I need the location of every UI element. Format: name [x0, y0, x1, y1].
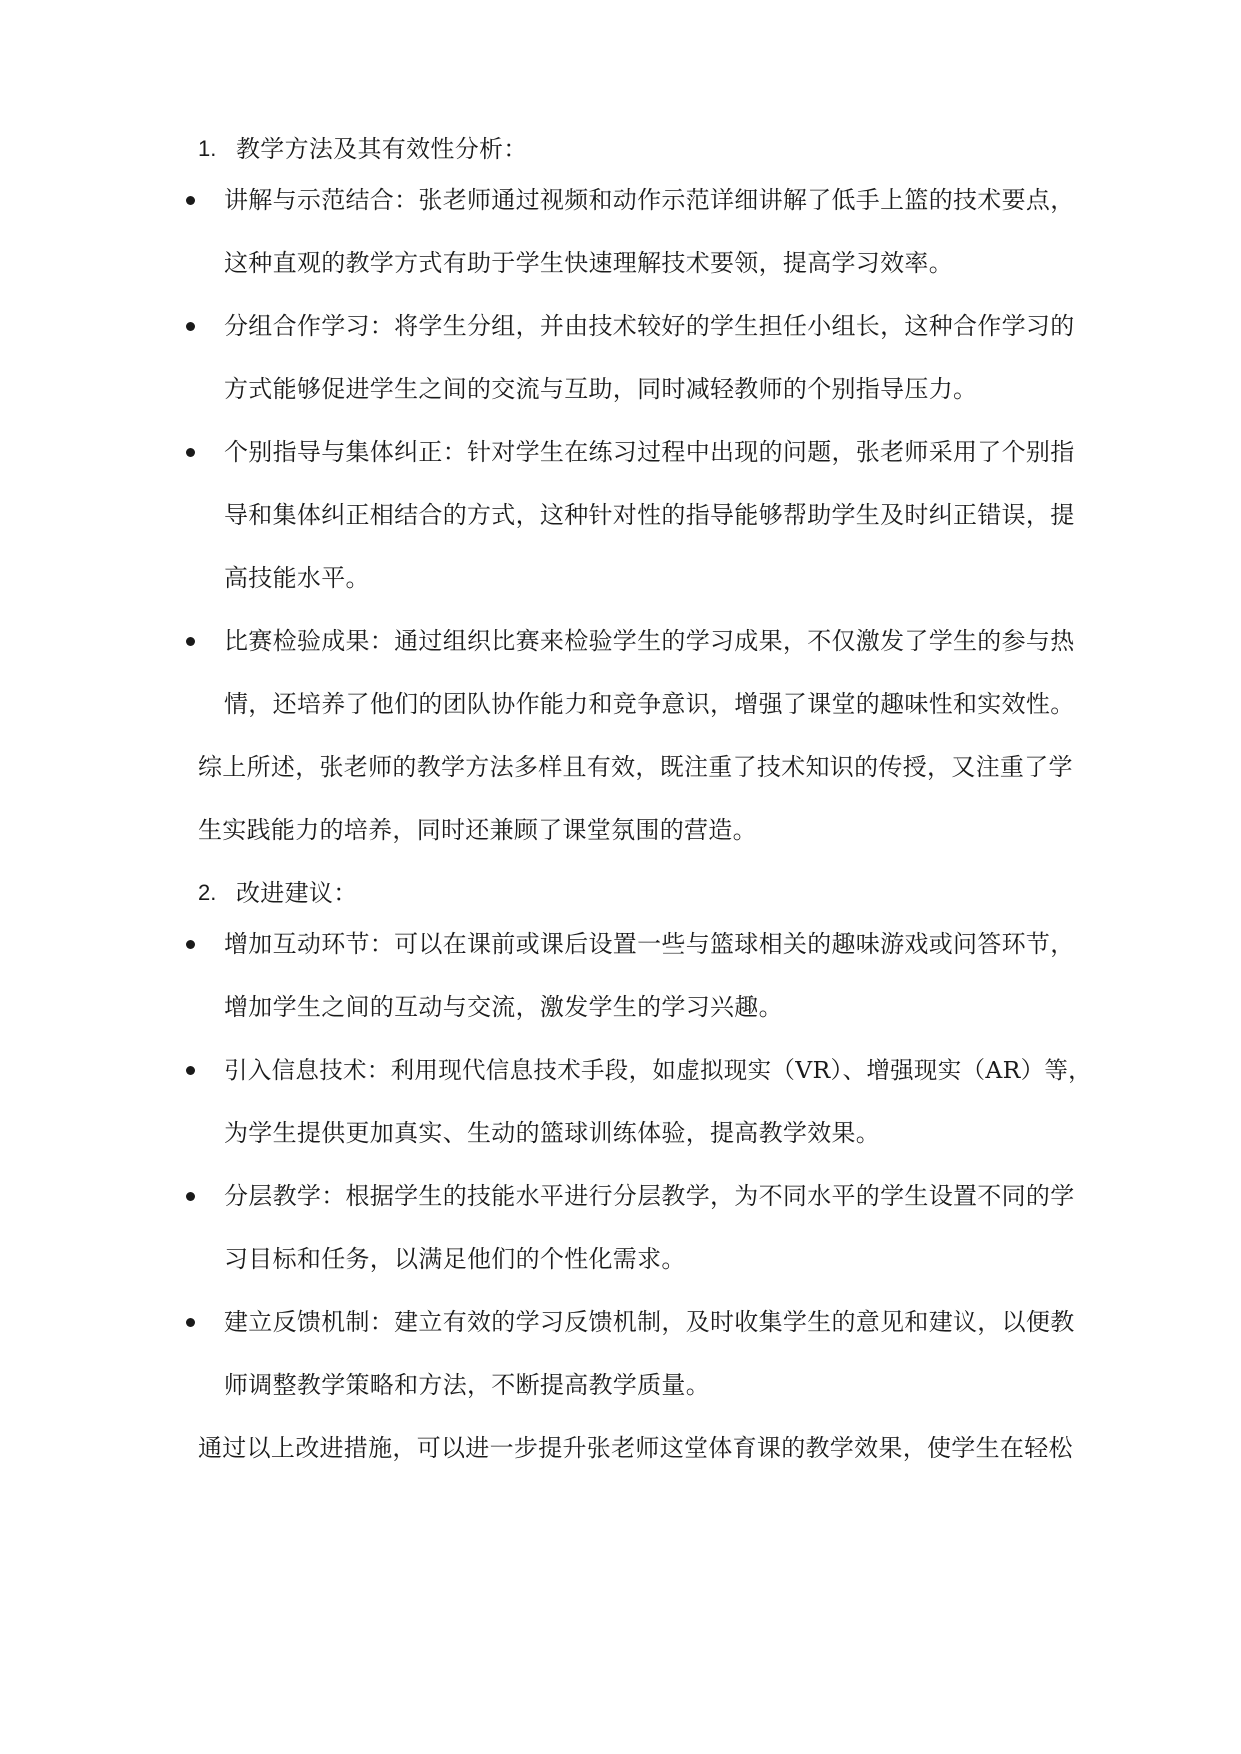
list-item-line: 师调整教学策略和方法，不断提高教学质量。 [224, 1371, 710, 1399]
list-item-line: 习目标和任务，以满足他们的个性化需求。 [224, 1245, 686, 1273]
list-item-line: 增加学生之间的互动与交流，激发学生的学习兴趣。 [224, 993, 783, 1021]
bullet-icon [186, 1066, 195, 1075]
bullet-icon [186, 448, 195, 457]
bullet-icon [186, 1192, 195, 1201]
summary-line: 综上所述，张老师的教学方法多样且有效，既注重了技术知识的传授，又注重了学 [198, 753, 1073, 781]
bullet-icon [186, 322, 195, 331]
list-item-line: 分层教学：根据学生的技能水平进行分层教学，为不同水平的学生设置不同的学 [224, 1182, 1075, 1210]
list-item-line: 高技能水平。 [224, 564, 370, 592]
list-item-line: 引入信息技术：利用现代信息技术手段，如虚拟现实（VR）、增强现实（AR）等， [224, 1056, 1092, 1084]
list-item-line: 方式能够促进学生之间的交流与互助，同时减轻教师的个别指导压力。 [224, 375, 978, 403]
list-item-line: 这种直观的教学方式有助于学生快速理解技术要领，提高学习效率。 [224, 249, 953, 277]
list-item-line: 导和集体纠正相结合的方式，这种针对性的指导能够帮助学生及时纠正错误，提 [224, 501, 1075, 529]
list-item-line: 分组合作学习：将学生分组，并由技术较好的学生担任小组长，这种合作学习的 [224, 312, 1075, 340]
list-item-line: 建立反馈机制：建立有效的学习反馈机制，及时收集学生的意见和建议，以便教 [224, 1308, 1075, 1336]
bullet-icon [186, 1318, 195, 1327]
section-heading: 教学方法及其有效性分析： [236, 135, 528, 163]
bullet-icon [186, 940, 195, 949]
list-item-line: 比赛检验成果：通过组织比赛来检验学生的学习成果，不仅激发了学生的参与热 [224, 627, 1075, 655]
section-heading: 改进建议： [236, 879, 358, 907]
section-number: 2. [198, 880, 217, 905]
bullet-icon [186, 196, 195, 205]
summary-line: 通过以上改进措施，可以进一步提升张老师这堂体育课的教学效果，使学生在轻松 [198, 1434, 1073, 1462]
list-item-line: 为学生提供更加真实、生动的篮球训练体验，提高教学效果。 [224, 1119, 881, 1147]
list-item-line: 讲解与示范结合：张老师通过视频和动作示范详细讲解了低手上篮的技术要点， [224, 186, 1075, 214]
summary-line: 生实践能力的培养，同时还兼顾了课堂氛围的营造。 [198, 816, 757, 844]
section-number: 1. [198, 136, 217, 161]
list-item-line: 情，还培养了他们的团队协作能力和竞争意识，增强了课堂的趣味性和实效性。 [224, 690, 1075, 718]
bullet-icon [186, 637, 195, 646]
list-item-line: 增加互动环节：可以在课前或课后设置一些与篮球相关的趣味游戏或问答环节， [224, 930, 1075, 958]
list-item-line: 个别指导与集体纠正：针对学生在练习过程中出现的问题，张老师采用了个别指 [224, 438, 1075, 466]
